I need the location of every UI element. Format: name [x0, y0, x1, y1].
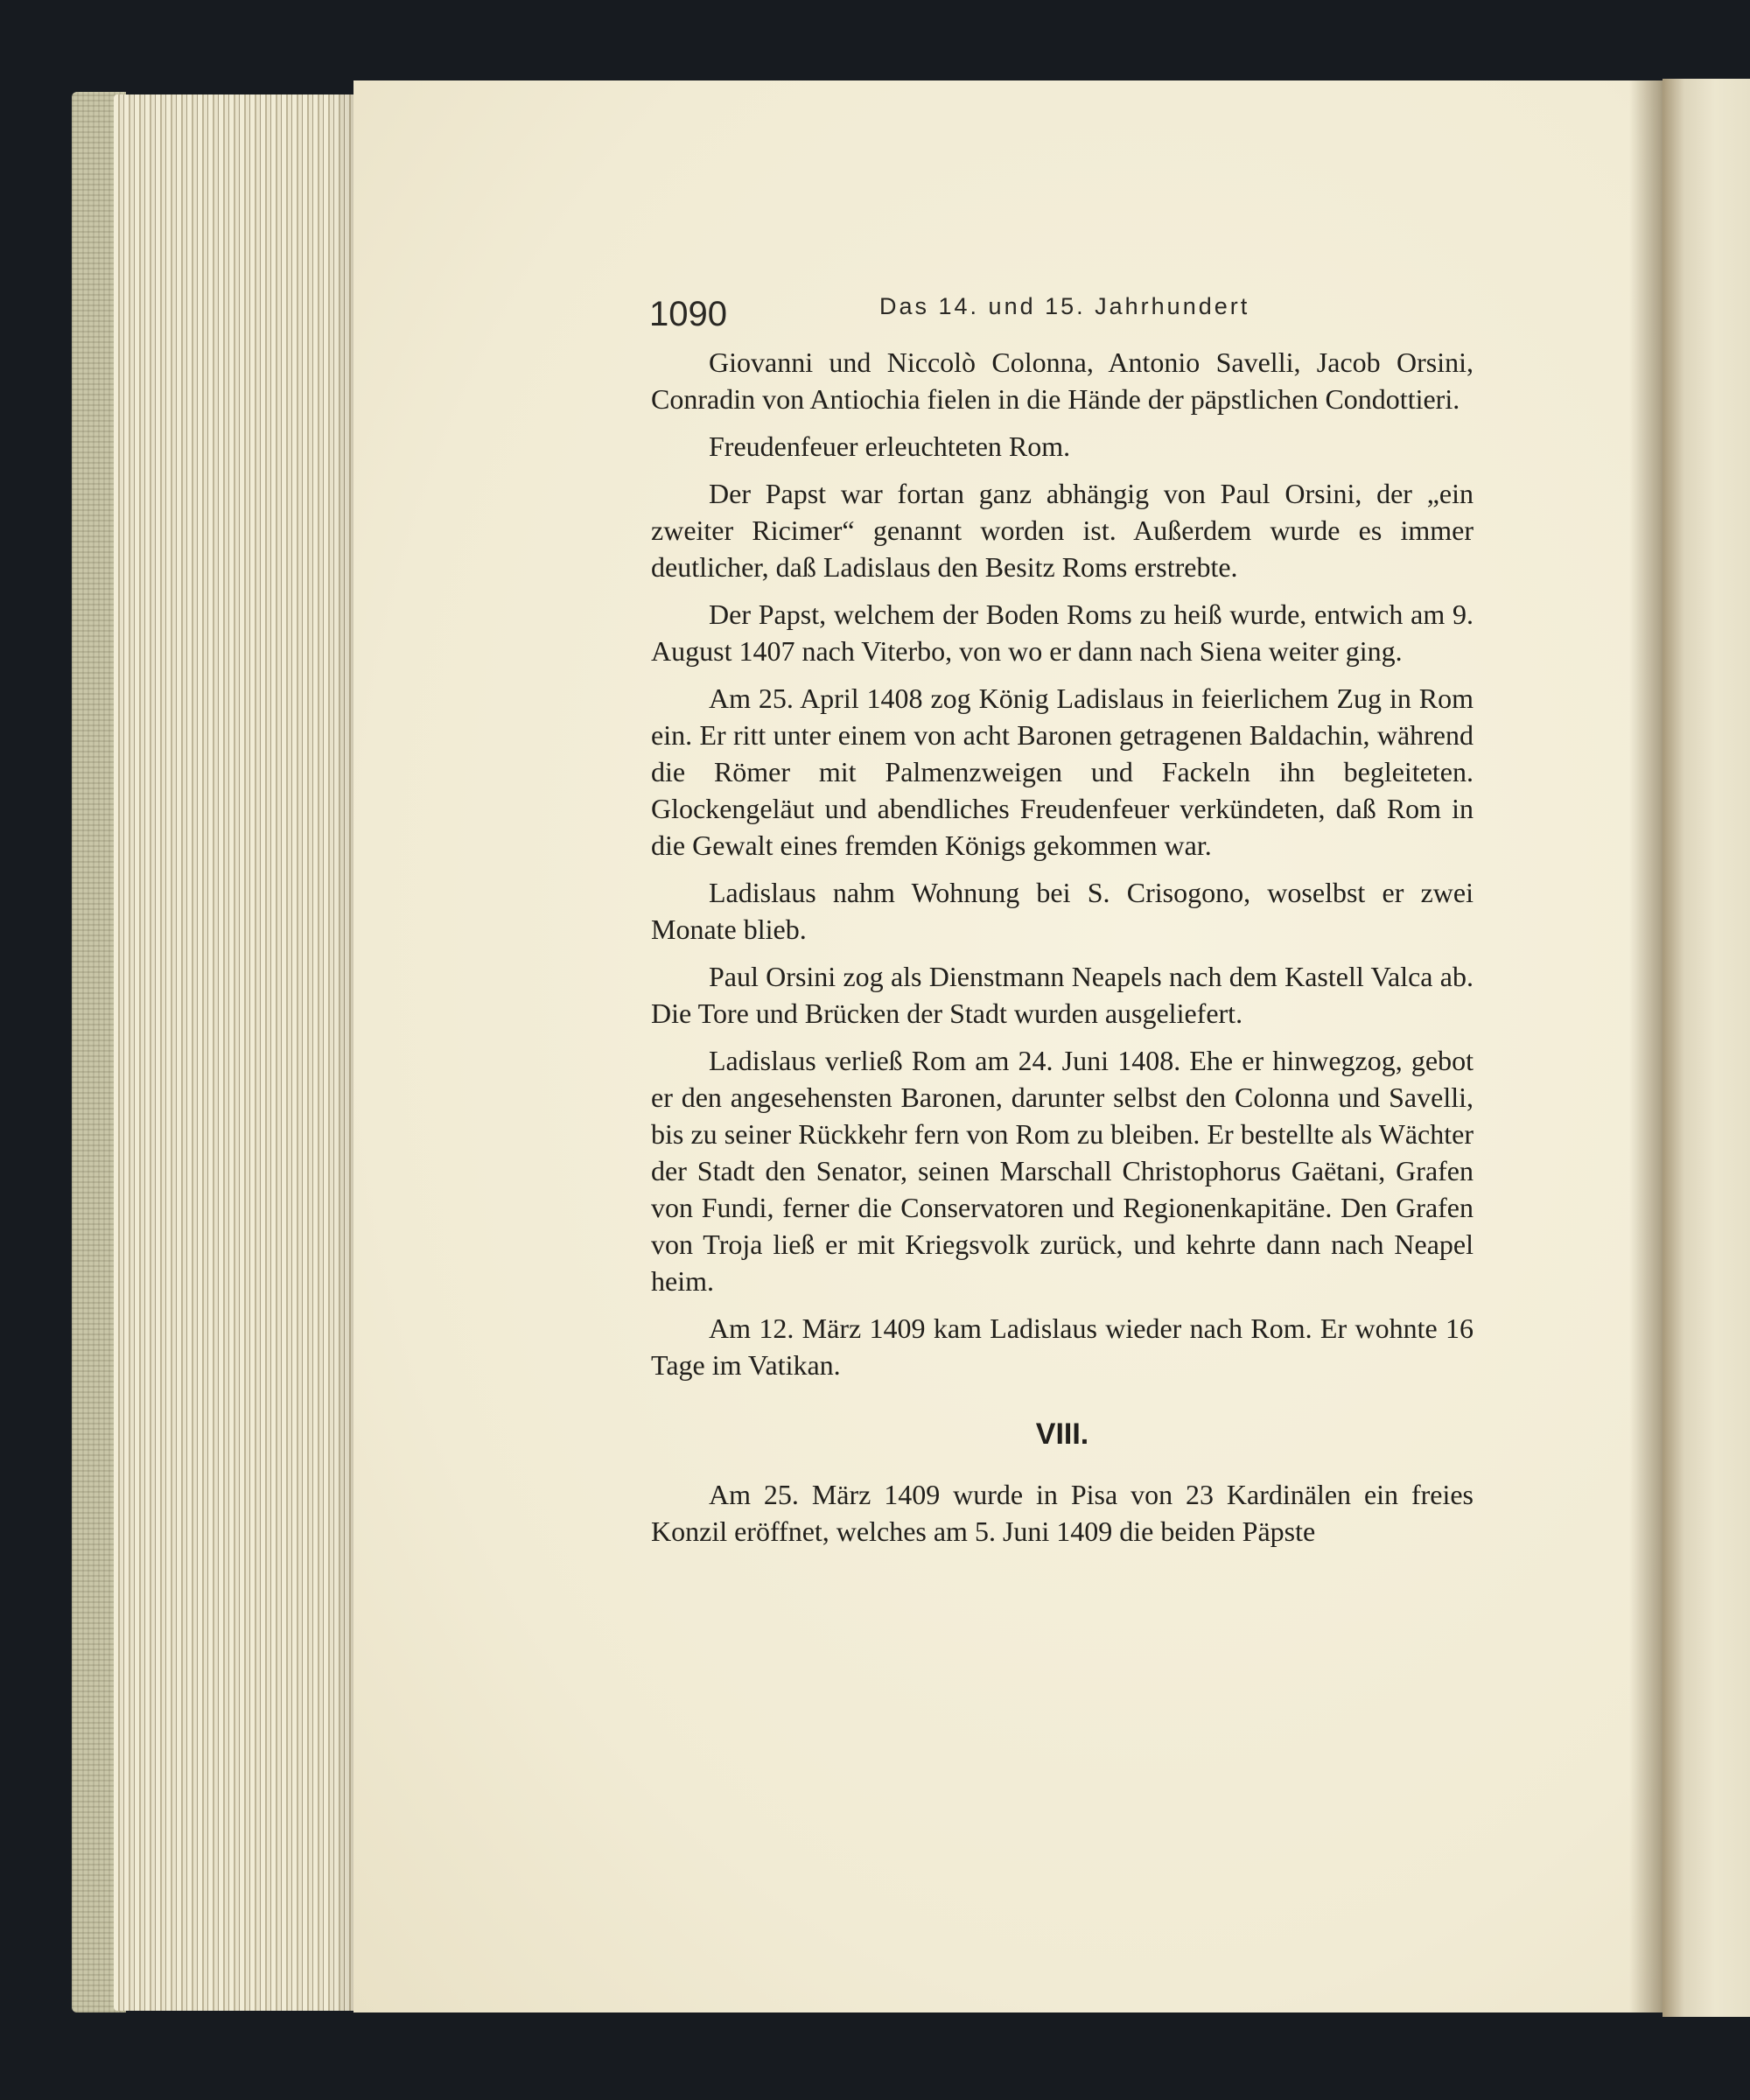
body-text	[651, 344, 1474, 1560]
paragraph: Ladislaus verließ Rom am 24. Juni 1408. Ehe er hinwegzog, gebot er den angesehensten Baronen, darunter selbst den Colonna und Savelli, bis zu seiner Rückkehr fern von Rom zu bleiben. Er bestellte als Wächter der Stadt den Senator, seinen Marschall Christophorus Gaëtani, Grafen von Fundi, ferner die Conservatoren und Regionenkapitäne. Den Grafen von Troja ließ er mit Kriegsvolk zurück, und kehrte dann nach Neapel heim.	[651, 1045, 1474, 1297]
paragraph: Giovanni und Niccolò Colonna, Antonio Savelli, Jacob Orsini, Conradin von Antiochia fielen in die Hände der päpstlichen Condottieri.	[651, 346, 1474, 415]
section-heading: VIII.	[1035, 1418, 1089, 1451]
paragraph: Freudenfeuer erleuchteten Rom.	[709, 430, 1071, 462]
facing-page-edge	[1662, 79, 1750, 2017]
paragraph: Der Papst, welchem der Boden Roms zu heiß wurde, entwich am 9. August 1407 nach Viterbo, von wo er dann nach Siena weiter ging.	[651, 598, 1474, 667]
paragraph: Am 25. März 1409 wurde in Pisa von 23 Kardinälen ein freies Konzil eröffnet, welches am 5. Juni 1409 die beiden Päpste	[651, 1479, 1474, 1547]
paragraph: Paul Orsini zog als Dienstmann Neapels nach dem Kastell Valca ab. Die Tore und Brücken der Stadt wurden ausgeliefert.	[651, 961, 1474, 1029]
paragraph: Am 12. März 1409 kam Ladislaus wieder nach Rom. Er wohnte 16 Tage im Vatikan.	[651, 1312, 1474, 1381]
running-head	[649, 284, 1524, 337]
page-number: 1090	[649, 295, 727, 333]
paragraph: Ladislaus nahm Wohnung bei S. Crisogono, woselbst er zwei Monate blieb.	[651, 877, 1474, 945]
page-edges	[114, 94, 359, 2011]
paragraph: Am 25. April 1408 zog König Ladislaus in feierlichem Zug in Rom ein. Er ritt unter einem von acht Baronen getragenen Baldachin, während die Römer mit Palmenzweigen und Fackeln ihn begleiteten. Glockengeläut und abendliches Freudenfeuer verkündeten, daß Rom in die Gewalt eines fremden Königs gekommen war.	[651, 682, 1474, 861]
running-head-title: Das 14. und 15. Jahrhundert	[879, 293, 1250, 319]
paragraph: Der Papst war fortan ganz abhängig von Paul Orsini, der „ein zweiter Ricimer“ genannt worden ist. Außerdem wurde es immer deutlicher, daß Ladislaus den Besitz Roms erstrebte.	[651, 478, 1474, 583]
